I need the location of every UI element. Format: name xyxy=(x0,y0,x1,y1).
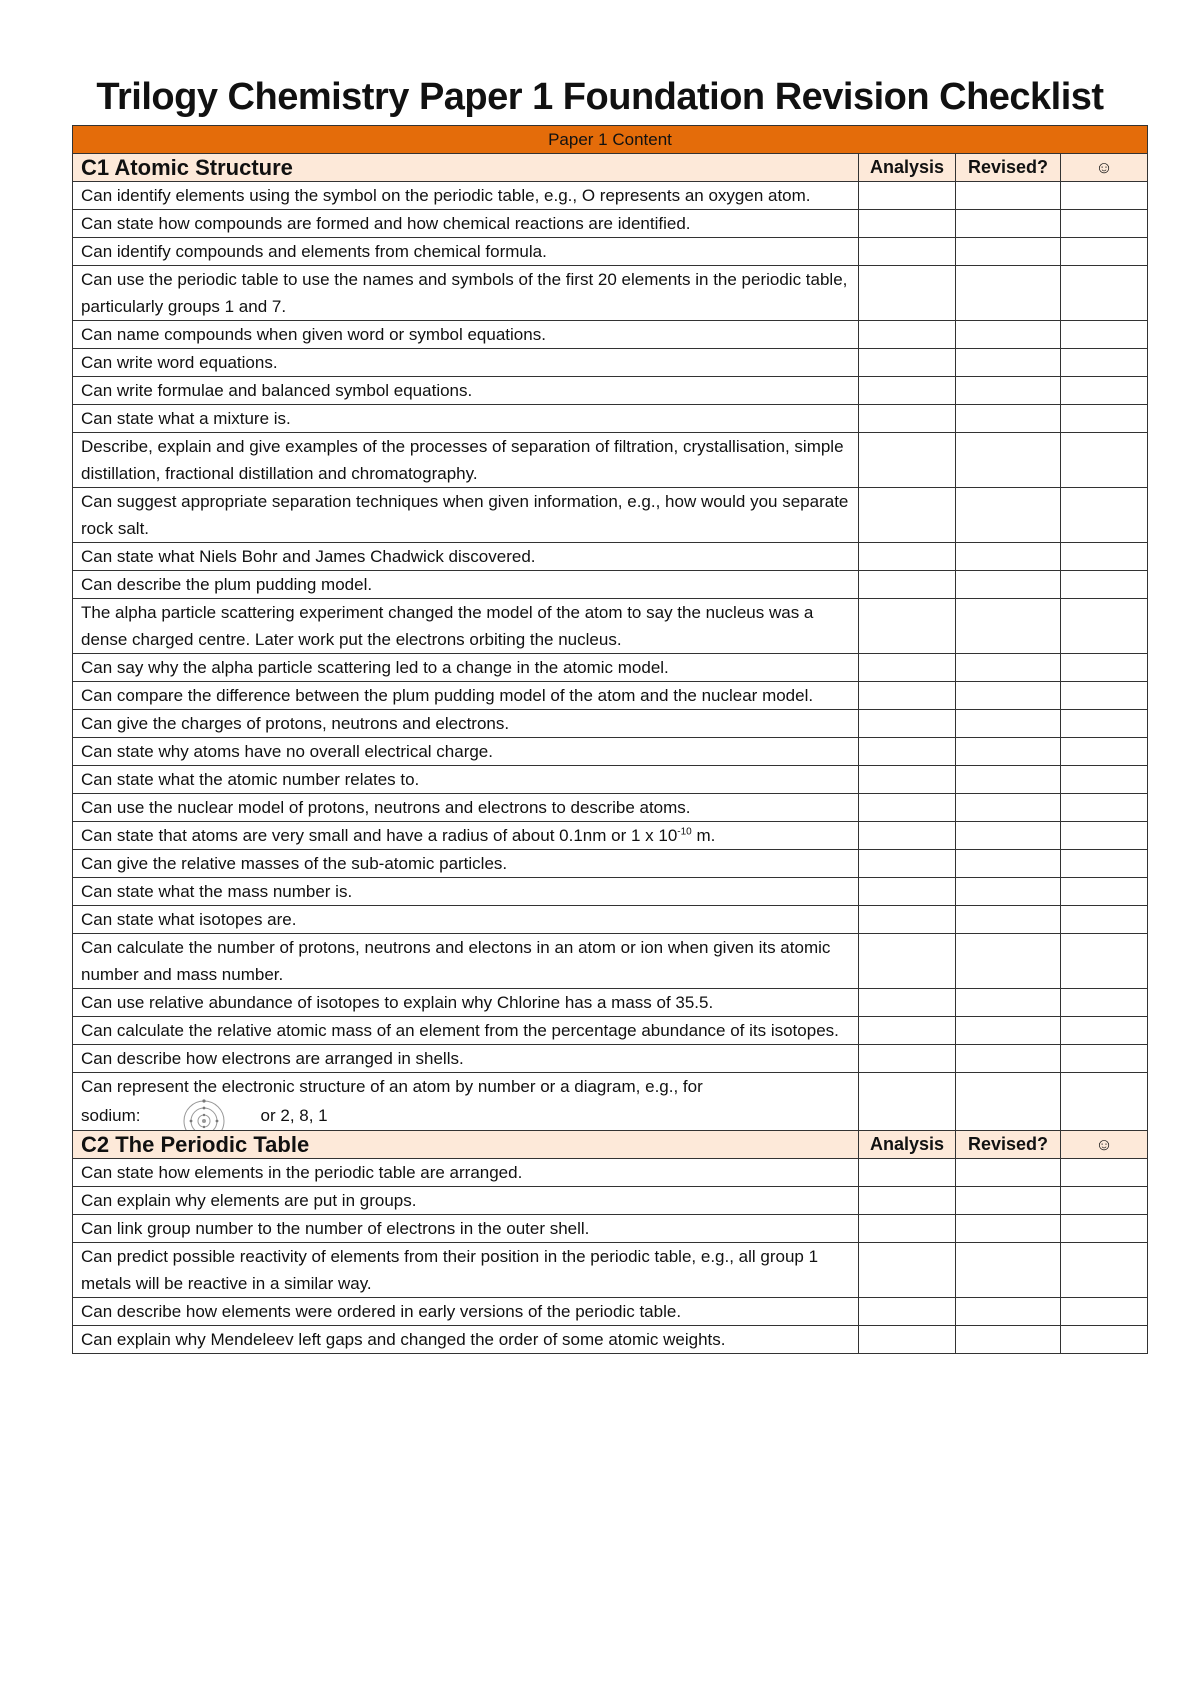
checklist-row xyxy=(73,266,1148,321)
confidence-cell[interactable] xyxy=(1061,906,1148,934)
analysis-cell[interactable] xyxy=(859,321,956,349)
confidence-cell[interactable] xyxy=(1061,1215,1148,1243)
confidence-cell[interactable] xyxy=(1061,1017,1148,1045)
revised-cell[interactable] xyxy=(956,543,1061,571)
analysis-cell[interactable] xyxy=(859,989,956,1017)
checklist-item: Can state what isotopes are. xyxy=(73,906,859,934)
analysis-cell[interactable] xyxy=(859,738,956,766)
checklist-item: Can state how elements in the periodic table are arranged. xyxy=(73,1159,859,1187)
checklist-row xyxy=(73,238,1148,266)
revised-cell[interactable] xyxy=(956,989,1061,1017)
checklist-item: Can identify elements using the symbol on the periodic table, e.g., O represents an oxygen atom. xyxy=(73,182,859,210)
analysis-column-header: Analysis xyxy=(859,1131,956,1159)
checklist-item: Can state what Niels Bohr and James Chadwick discovered. xyxy=(73,543,859,571)
confidence-cell[interactable] xyxy=(1061,878,1148,906)
checklist-item: Can predict possible reactivity of elements from their position in the periodic table, e.g., all group 1 metals will be reactive in a similar way. xyxy=(73,1243,859,1298)
analysis-cell[interactable] xyxy=(859,266,956,321)
checklist-row xyxy=(73,1298,1148,1326)
radius-exponent: -10 xyxy=(677,826,692,838)
checklist-row xyxy=(73,1073,1148,1131)
checklist-row xyxy=(73,1045,1148,1073)
checklist-row xyxy=(73,1017,1148,1045)
analysis-cell[interactable] xyxy=(859,934,956,989)
checklist-item: Can suggest appropriate separation techniques when given information, e.g., how would you separate rock salt. xyxy=(73,488,859,543)
checklist-row xyxy=(73,794,1148,822)
analysis-cell[interactable] xyxy=(859,1159,956,1187)
analysis-cell[interactable] xyxy=(859,433,956,488)
analysis-cell[interactable] xyxy=(859,543,956,571)
confidence-cell[interactable] xyxy=(1061,766,1148,794)
revised-cell[interactable] xyxy=(956,794,1061,822)
analysis-cell[interactable] xyxy=(859,1187,956,1215)
confidence-cell[interactable] xyxy=(1061,543,1148,571)
checklist-item: Can calculate the relative atomic mass of an element from the percentage abundance of its isotopes. xyxy=(73,1017,859,1045)
checklist-item: Can give the relative masses of the sub-atomic particles. xyxy=(73,850,859,878)
checklist-row xyxy=(73,682,1148,710)
confidence-cell[interactable] xyxy=(1061,682,1148,710)
confidence-cell[interactable] xyxy=(1061,377,1148,405)
checklist-row xyxy=(73,349,1148,377)
checklist-item: Can explain why elements are put in groups. xyxy=(73,1187,859,1215)
sodium-label: sodium: xyxy=(81,1105,141,1125)
analysis-cell[interactable] xyxy=(859,654,956,682)
checklist-row xyxy=(73,182,1148,210)
analysis-column-header: Analysis xyxy=(859,154,956,182)
confidence-cell[interactable] xyxy=(1061,1073,1148,1131)
checklist-item: Can name compounds when given word or symbol equations. xyxy=(73,321,859,349)
checklist-row xyxy=(73,1243,1148,1298)
confidence-cell[interactable] xyxy=(1061,599,1148,654)
revised-cell[interactable] xyxy=(956,599,1061,654)
checklist-item: Can use the periodic table to use the names and symbols of the first 20 elements in the periodic table, particularly groups 1 and 7. xyxy=(73,266,859,321)
checklist-item: Can identify compounds and elements from chemical formula. xyxy=(73,238,859,266)
checklist-item: Can use the nuclear model of protons, neutrons and electrons to describe atoms. xyxy=(73,794,859,822)
revised-cell[interactable] xyxy=(956,266,1061,321)
confidence-cell[interactable] xyxy=(1061,654,1148,682)
analysis-cell[interactable] xyxy=(859,1215,956,1243)
confidence-cell[interactable] xyxy=(1061,850,1148,878)
confidence-cell[interactable] xyxy=(1061,321,1148,349)
revised-cell[interactable] xyxy=(956,1017,1061,1045)
confidence-cell[interactable] xyxy=(1061,238,1148,266)
section-header-row xyxy=(73,1131,1148,1159)
analysis-cell[interactable] xyxy=(859,1073,956,1131)
revised-cell[interactable] xyxy=(956,654,1061,682)
analysis-cell[interactable] xyxy=(859,238,956,266)
revised-cell[interactable] xyxy=(956,1073,1061,1131)
confidence-cell[interactable] xyxy=(1061,934,1148,989)
revised-cell[interactable] xyxy=(956,934,1061,989)
confidence-cell[interactable] xyxy=(1061,989,1148,1017)
revised-cell[interactable] xyxy=(956,878,1061,906)
checklist-item: Can explain why Mendeleev left gaps and changed the order of some atomic weights. xyxy=(73,1326,859,1354)
checklist-item xyxy=(73,1073,859,1131)
paper-heading-row xyxy=(73,126,1148,154)
revised-cell[interactable] xyxy=(956,182,1061,210)
checklist-row xyxy=(73,1159,1148,1187)
confidence-cell[interactable] xyxy=(1061,349,1148,377)
revised-cell[interactable] xyxy=(956,850,1061,878)
confidence-cell[interactable] xyxy=(1061,1187,1148,1215)
confidence-cell[interactable] xyxy=(1061,182,1148,210)
revised-cell[interactable] xyxy=(956,710,1061,738)
checklist-row xyxy=(73,766,1148,794)
checklist-row xyxy=(73,405,1148,433)
analysis-cell[interactable] xyxy=(859,488,956,543)
checklist-item: Can calculate the number of protons, neutrons and electons in an atom or ion when given its atomic number and mass number. xyxy=(73,934,859,989)
checklist-row xyxy=(73,738,1148,766)
checklist-item: Can state what a mixture is. xyxy=(73,405,859,433)
checklist-item: Can state how compounds are formed and how chemical reactions are identified. xyxy=(73,210,859,238)
checklist-row xyxy=(73,1326,1148,1354)
checklist-item: Can describe the plum pudding model. xyxy=(73,571,859,599)
analysis-cell[interactable] xyxy=(859,571,956,599)
revised-column-header: Revised? xyxy=(956,154,1061,182)
revised-cell[interactable] xyxy=(956,377,1061,405)
revised-cell[interactable] xyxy=(956,405,1061,433)
checklist-row xyxy=(73,543,1148,571)
analysis-cell[interactable] xyxy=(859,1243,956,1298)
analysis-cell[interactable] xyxy=(859,850,956,878)
revised-cell[interactable] xyxy=(956,1159,1061,1187)
analysis-cell[interactable] xyxy=(859,182,956,210)
checklist-row xyxy=(73,934,1148,989)
checklist-item: Can compare the difference between the plum pudding model of the atom and the nuclear model. xyxy=(73,682,859,710)
revised-cell[interactable] xyxy=(956,906,1061,934)
checklist-item: Can write word equations. xyxy=(73,349,859,377)
confidence-cell[interactable] xyxy=(1061,794,1148,822)
revised-cell[interactable] xyxy=(956,822,1061,850)
confidence-cell[interactable] xyxy=(1061,266,1148,321)
analysis-cell[interactable] xyxy=(859,794,956,822)
checklist-item: Can link group number to the number of electrons in the outer shell. xyxy=(73,1215,859,1243)
confidence-cell[interactable] xyxy=(1061,738,1148,766)
revised-cell[interactable] xyxy=(956,571,1061,599)
radius-item-text: Can state that atoms are very small and have a radius of about 0.1nm or 1 x 10 xyxy=(81,826,678,845)
page-title: Trilogy Chemistry Paper 1 Foundation Revision Checklist xyxy=(96,76,1104,118)
revised-cell[interactable] xyxy=(956,238,1061,266)
checklist-row xyxy=(73,989,1148,1017)
checklist-row xyxy=(73,850,1148,878)
analysis-cell[interactable] xyxy=(859,599,956,654)
checklist-item: Can describe how electrons are arranged in shells. xyxy=(73,1045,859,1073)
analysis-cell[interactable] xyxy=(859,1045,956,1073)
section-title: C2 The Periodic Table xyxy=(73,1131,859,1159)
analysis-cell[interactable] xyxy=(859,1298,956,1326)
analysis-cell[interactable] xyxy=(859,1326,956,1354)
confidence-cell[interactable] xyxy=(1061,1243,1148,1298)
confidence-cell[interactable] xyxy=(1061,822,1148,850)
electronic-structure-text: Can represent the electronic structure of an atom by number or a diagram, e.g., for xyxy=(81,1077,703,1096)
checklist-row xyxy=(73,878,1148,906)
checklist-item: Can state why atoms have no overall electrical charge. xyxy=(73,738,859,766)
confidence-cell[interactable] xyxy=(1061,488,1148,543)
analysis-cell[interactable] xyxy=(859,710,956,738)
checklist-row xyxy=(73,710,1148,738)
confidence-cell[interactable] xyxy=(1061,571,1148,599)
smiley-face-icon: ☺ xyxy=(1061,154,1148,182)
confidence-cell[interactable] xyxy=(1061,405,1148,433)
checklist-row xyxy=(73,1187,1148,1215)
checklist-row xyxy=(73,321,1148,349)
section-title: C1 Atomic Structure xyxy=(73,154,859,182)
revised-cell[interactable] xyxy=(956,1326,1061,1354)
revised-cell[interactable] xyxy=(956,1187,1061,1215)
sodium-configuration: or 2, 8, 1 xyxy=(260,1105,328,1125)
analysis-cell[interactable] xyxy=(859,822,956,850)
checklist-row xyxy=(73,571,1148,599)
analysis-cell[interactable] xyxy=(859,377,956,405)
checklist-item: Can state what the atomic number relates to. xyxy=(73,766,859,794)
revised-cell[interactable] xyxy=(956,682,1061,710)
confidence-cell[interactable] xyxy=(1061,710,1148,738)
checklist-item: Can say why the alpha particle scattering led to a change in the atomic model. xyxy=(73,654,859,682)
checklist-row xyxy=(73,599,1148,654)
checklist-item: Can describe how elements were ordered in early versions of the periodic table. xyxy=(73,1298,859,1326)
confidence-cell[interactable] xyxy=(1061,1045,1148,1073)
checklist-item xyxy=(73,822,859,850)
checklist-item: Can give the charges of protons, neutrons and electrons. xyxy=(73,710,859,738)
smiley-face-icon: ☺ xyxy=(1061,1131,1148,1159)
section-header-row xyxy=(73,154,1148,182)
checklist-item: Can use relative abundance of isotopes to explain why Chlorine has a mass of 35.5. xyxy=(73,989,859,1017)
checklist-row xyxy=(73,906,1148,934)
revised-cell[interactable] xyxy=(956,488,1061,543)
checklist-item: Describe, explain and give examples of the processes of separation of filtration, crystallisation, simple distillation, fractional distillation and chromatography. xyxy=(73,433,859,488)
revised-cell[interactable] xyxy=(956,1298,1061,1326)
paper-heading: Paper 1 Content xyxy=(73,126,1148,154)
confidence-cell[interactable] xyxy=(1061,210,1148,238)
confidence-cell[interactable] xyxy=(1061,1159,1148,1187)
sodium-shell-diagram xyxy=(141,1100,261,1130)
analysis-cell[interactable] xyxy=(859,349,956,377)
analysis-cell[interactable] xyxy=(859,682,956,710)
checklist-row xyxy=(73,822,1148,850)
confidence-cell[interactable] xyxy=(1061,1298,1148,1326)
sodium-line xyxy=(81,1100,850,1130)
checklist-item: The alpha particle scattering experiment changed the model of the atom to say the nucleus was a dense charged centre. Later work put the electrons orbiting the nucleus. xyxy=(73,599,859,654)
checklist-item: Can state what the mass number is. xyxy=(73,878,859,906)
analysis-cell[interactable] xyxy=(859,405,956,433)
revised-cell[interactable] xyxy=(956,766,1061,794)
checklist-item: Can write formulae and balanced symbol equations. xyxy=(73,377,859,405)
revised-cell[interactable] xyxy=(956,210,1061,238)
confidence-cell[interactable] xyxy=(1061,1326,1148,1354)
analysis-cell[interactable] xyxy=(859,1017,956,1045)
revised-column-header: Revised? xyxy=(956,1131,1061,1159)
checklist-row xyxy=(73,433,1148,488)
analysis-cell[interactable] xyxy=(859,210,956,238)
checklist-row xyxy=(73,488,1148,543)
checklist-row xyxy=(73,654,1148,682)
analysis-cell[interactable] xyxy=(859,878,956,906)
revised-cell[interactable] xyxy=(956,1243,1061,1298)
analysis-cell[interactable] xyxy=(859,906,956,934)
analysis-cell[interactable] xyxy=(859,766,956,794)
revised-cell[interactable] xyxy=(956,1045,1061,1073)
confidence-cell[interactable] xyxy=(1061,433,1148,488)
revision-checklist-table xyxy=(72,125,1148,1354)
revised-cell[interactable] xyxy=(956,1215,1061,1243)
revised-cell[interactable] xyxy=(956,349,1061,377)
checklist-row xyxy=(73,1215,1148,1243)
radius-item-suffix: m. xyxy=(691,826,716,845)
revised-cell[interactable] xyxy=(956,738,1061,766)
revised-cell[interactable] xyxy=(956,433,1061,488)
revised-cell[interactable] xyxy=(956,321,1061,349)
checklist-row xyxy=(73,377,1148,405)
checklist-row xyxy=(73,210,1148,238)
